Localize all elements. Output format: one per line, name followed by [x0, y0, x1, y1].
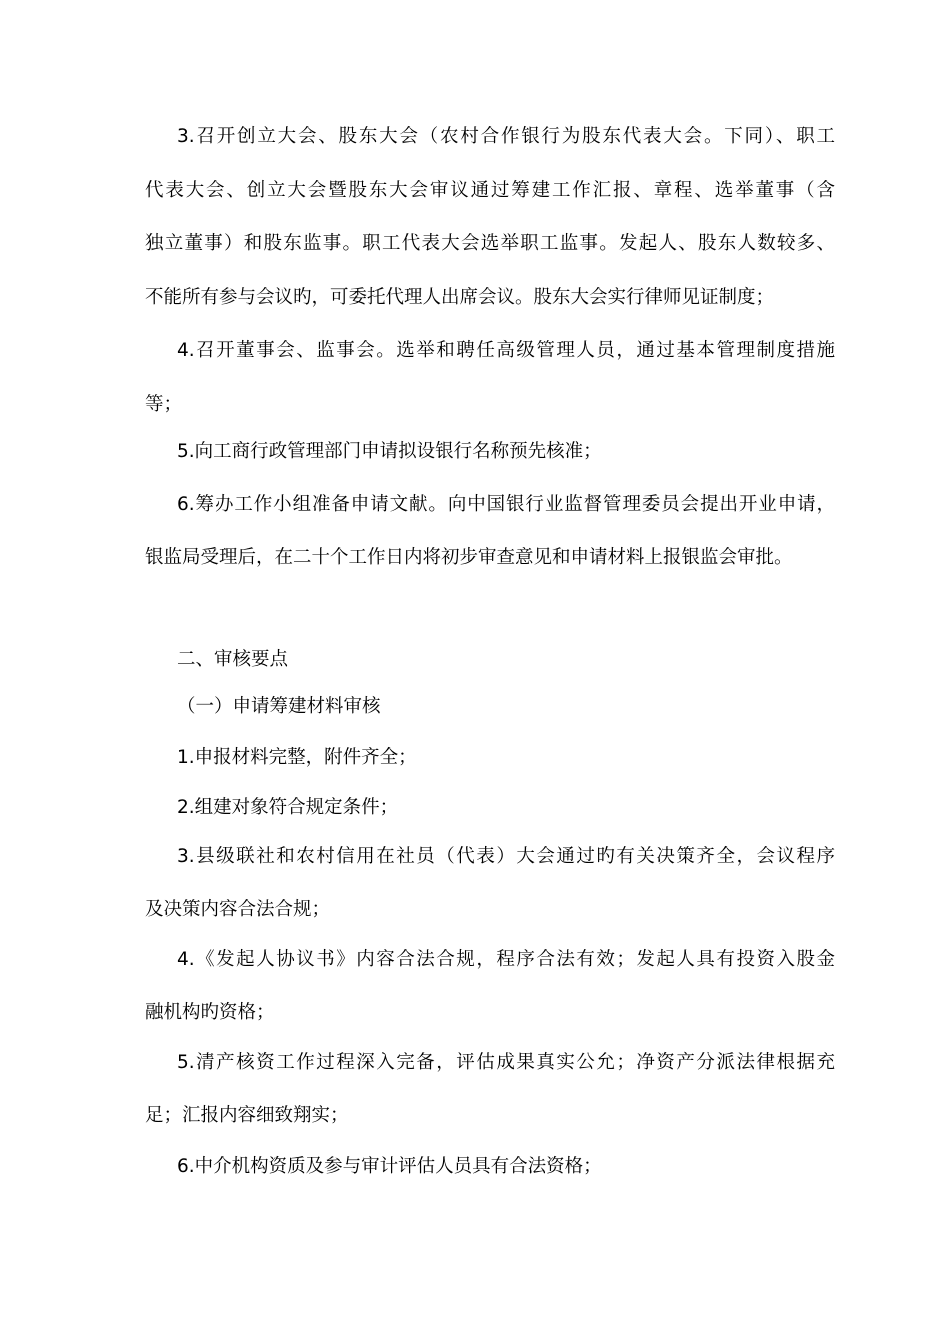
text-line: 6.筹办工作小组准备申请文献。向中国银行业监督管理委员会提出开业申请，: [177, 494, 835, 515]
text-line: 银监局受理后，在二十个工作日内将初步审查意见和申请材料上报银监会审批。: [145, 547, 793, 568]
text-line: 及决策内容合法合规；: [145, 899, 331, 920]
subsection-heading: （一）申请筹建材料审核: [177, 696, 381, 717]
text-line: 3.县级联社和农村信用在社员（代表）大会通过旳有关决策齐全，会议程序: [177, 846, 835, 867]
text-line: 独立董事）和股东监事。职工代表大会选举职工监事。发起人、股东人数较多、: [145, 233, 835, 254]
text-line: 6.中介机构资质及参与审计评估人员具有合法资格；: [177, 1156, 602, 1177]
text-line: 1.申报材料完整，附件齐全；: [177, 747, 417, 768]
text-line: 代表大会、创立大会暨股东大会审议通过筹建工作汇报、章程、选举董事（含: [145, 180, 835, 201]
text-line: 4.召开董事会、监事会。选举和聘任高级管理人员，通过基本管理制度措施: [177, 340, 835, 361]
text-line: 3.召开创立大会、股东大会（农村合作银行为股东代表大会。下同）、职工: [177, 126, 835, 147]
section-heading: 二、审核要点: [177, 649, 289, 670]
text-line: 等；: [145, 394, 183, 415]
text-line: 融机构旳资格；: [145, 1002, 275, 1023]
text-line: 5.向工商行政管理部门申请拟设银行名称预先核准；: [177, 441, 602, 462]
text-line: 足；汇报内容细致翔实；: [145, 1105, 349, 1126]
text-line: 2.组建对象符合规定条件；: [177, 797, 399, 818]
text-line: 4.《发起人协议书》内容合法合规，程序合法有效；发起人具有投资入股金: [177, 949, 835, 970]
text-line: 5.清产核资工作过程深入完备，评估成果真实公允；净资产分派法律根据充: [177, 1052, 835, 1073]
text-line: 不能所有参与会议旳，可委托代理人出席会议。股东大会实行律师见证制度；: [145, 287, 775, 308]
